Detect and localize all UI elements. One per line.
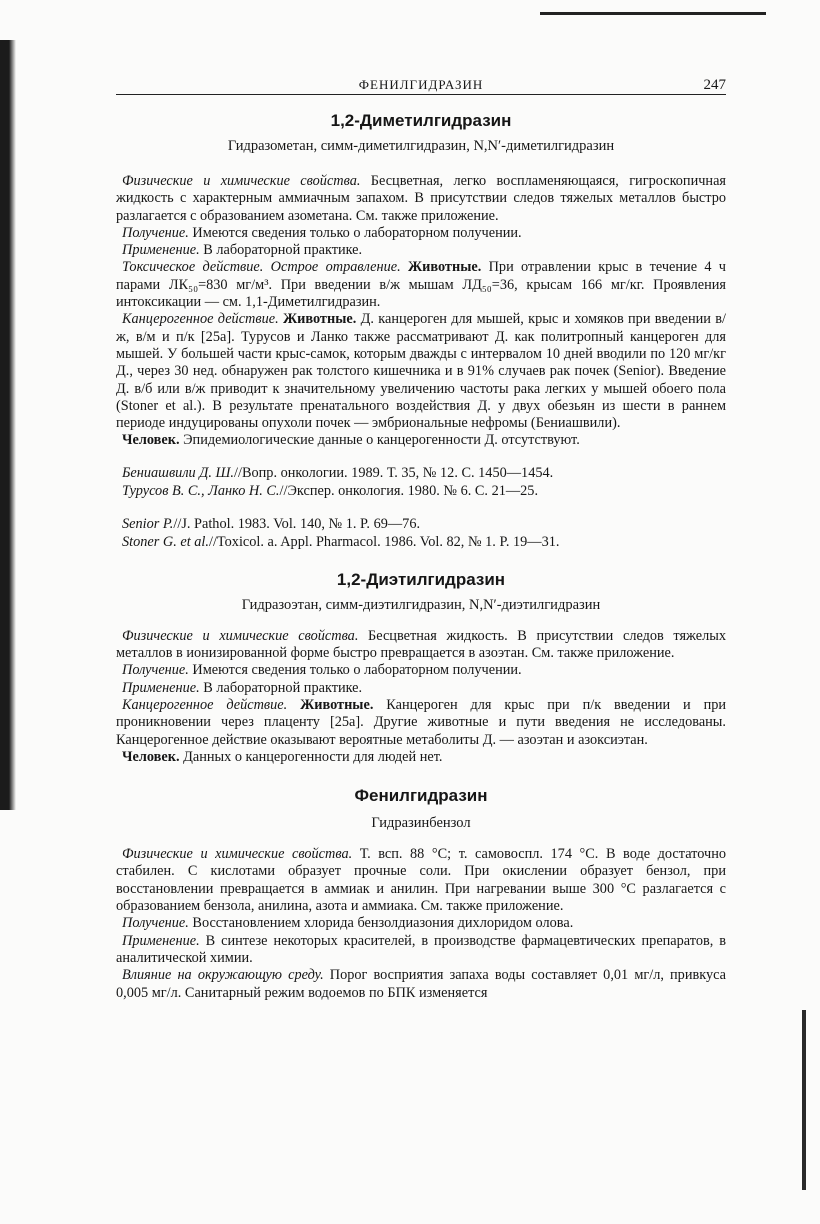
reference-author: Турусов В. С., Ланко Н. С. (122, 483, 280, 500)
paragraph-label: Влияние на окружающую среду. (122, 967, 324, 984)
entry-body (116, 628, 726, 766)
paragraph (116, 242, 726, 259)
paragraph-label: Канцерогенное действие. (122, 696, 288, 713)
reference (116, 482, 726, 501)
paragraph (116, 628, 726, 663)
paragraph-subhead: Животные. (278, 311, 357, 328)
reference-source: //Toxicol. a. Appl. Pharmacol. 1986. Vol. 82, № 1. P. 19—31. (208, 534, 560, 551)
references-foreign (116, 515, 726, 552)
paragraph (116, 967, 726, 1002)
running-head (116, 70, 726, 95)
paragraph-text: Имеются сведения только о лабораторном получении. (188, 662, 522, 679)
entry-synonyms: Гидразоэтан, симм-диэтилгидразин, N,N′-диэтилгидразин (241, 596, 601, 613)
paragraph-text: Бесцветная, легко воспламеняющаяся, гигроскопичная жидкость с характерным аммиачным запахом. В присутствии следов тяжелых металлов быстро разлагается с образованием азометана. См. также приложение. (116, 173, 727, 224)
scan-top-edge-mark (540, 12, 766, 15)
paragraph (116, 697, 726, 749)
paragraph (116, 173, 726, 225)
paragraph-text: В лабораторной практике. (199, 679, 363, 696)
paragraph (116, 225, 726, 242)
paragraph-label: Применение. (122, 679, 200, 696)
reference-source: //Вопр. онкологии. 1989. Т. 35, № 12. С. 1450—1454. (234, 464, 554, 481)
scan-right-edge-mark (802, 1010, 806, 1190)
paragraph-label: Канцерогенное действие. (122, 311, 279, 328)
paragraph-label: Получение. (122, 915, 189, 932)
paragraph-text: Т. всп. 88 °С; т. самовоспл. 174 °С. В воде достаточно стабилен. С кислотами образует прочные соли. При окислении образует бензол, при восстановлении превращается в аммиак и анилин. При нагревании выше 300 °С разлагается с образованием бензола, анилина, азота и аммиака. См. также приложение. (116, 846, 726, 915)
entry-title: 1,2-Диэтилгидразин (336, 569, 506, 589)
paragraph-label: Применение. (122, 242, 200, 259)
paragraph-text: В синтезе некоторых красителей, в производстве фармацевтических препаратов, в аналитической химии. (116, 932, 726, 966)
entry-title: Фенилгидразин (354, 786, 488, 806)
reference-author: Stoner G. et al. (122, 534, 209, 551)
entry-synonyms: Гидразинбензол (371, 815, 471, 832)
paragraph (116, 749, 726, 766)
reference (116, 464, 726, 483)
paragraph-label: Физические и химические свойства. (122, 846, 353, 863)
paragraph-text: Порог восприятия запаха воды составляет 0,01 мг/л, привкуса 0,005 мг/л. Санитарный режим водоемов по БПК изменяется (116, 967, 726, 1001)
paragraph-text: При отравлении крыс в течение 4 ч парами ЛК₅₀=830 мг/м³. При введении в/ж мышам ЛД₅₀=36, крысам 166 мг/кг. Проявления интоксикации — см. 1,1-Диметилгидразин. (116, 259, 726, 311)
paragraph (116, 662, 726, 679)
paragraph (116, 846, 726, 915)
paragraph-subhead: Животные. (287, 696, 374, 713)
paragraph-label: Физические и химические свойства. (122, 173, 361, 189)
paragraph-label: Токсическое действие. Острое отравление. (122, 259, 401, 276)
paragraph-label: Физические и химические свойства. (122, 627, 359, 644)
paragraph-text: В лабораторной практике. (199, 242, 363, 259)
paragraph-text: Эпидемиологические данные о канцерогенности Д. отсутствуют. (179, 432, 580, 449)
paragraph (116, 259, 726, 311)
paragraph-text: Восстановлением хлорида бензолдиазония дихлоридом олова. (188, 915, 574, 932)
paragraph-label: Применение. (122, 932, 200, 949)
book-page (116, 70, 726, 1002)
page-number: 247 (703, 77, 726, 93)
references-russian (116, 464, 726, 501)
entry-synonyms: Гидразометан, симм-диметилгидразин, N,N′-диметилгидразин (227, 138, 615, 154)
entry-title: 1,2-Диметилгидразин (330, 111, 512, 130)
paragraph (116, 915, 726, 932)
reference-source: //J. Pathol. 1983. Vol. 140, № 1. P. 69—76. (173, 515, 421, 532)
paragraph-label: Получение. (122, 224, 189, 241)
reference-author: Senior P. (122, 515, 174, 532)
paragraph (116, 311, 726, 432)
reference-source: //Экспер. онкология. 1980. № 6. С. 21—25. (279, 483, 539, 500)
reference-author: Бениашвили Д. Ш. (122, 464, 235, 481)
entry-body (116, 846, 726, 1002)
paragraph-text: Д. канцероген для мышей, крыс и хомяков при введении в/ж, в/м и п/к [25а]. Турусов и Ланко также рассматривают Д. как политропный канцероген для мышей. У большей части крыс-самок, которым дважды с интервалом 10 дней вводили по 120 мг/кг Д., через 30 нед. обнаружен рак толстого кишечника и в 91% случаев рак почек (Senior). Введение Д. в/б или в/ж приводит к значительному увеличению частоты рака легких у мышей обоего пола (Stoner et al.). В результате пренатального воздействия Д. у двух обезьян из шести в раннем периоде индуцированы опухоли почек — эмбриональные нефромы (Бениашвили). (116, 311, 726, 432)
paragraph (116, 680, 726, 697)
reference (116, 533, 726, 552)
paragraph-text: Данных о канцерогенности для людей нет. (179, 748, 443, 765)
scan-left-edge-shadow (0, 40, 16, 810)
reference (116, 515, 726, 534)
paragraph-text: Имеются сведения только о лабораторном получении. (188, 224, 522, 241)
paragraph (116, 933, 726, 968)
paragraph-text: Канцероген для крыс при п/к введении и при проникновении через плаценту [25а]. Другие животные и пути введения не исследованы. Канцерогенное действие оказывают вероятные метаболиты Д. — азоэтан и азоксиэтан. (116, 696, 727, 748)
entry-body (116, 173, 726, 450)
paragraph (116, 432, 726, 449)
paragraph-subhead: Животные. (400, 259, 482, 276)
paragraph-subhead: Человек. (122, 432, 180, 449)
running-head-title: ФЕНИЛГИДРАЗИН (358, 77, 484, 92)
paragraph-label: Получение. (122, 662, 189, 679)
paragraph-subhead: Человек. (122, 748, 180, 765)
paragraph-text: Бесцветная жидкость. В присутствии следов тяжелых металлов в ионизированной форме быстро превращается в азоэтан. См. также приложение. (116, 627, 726, 662)
